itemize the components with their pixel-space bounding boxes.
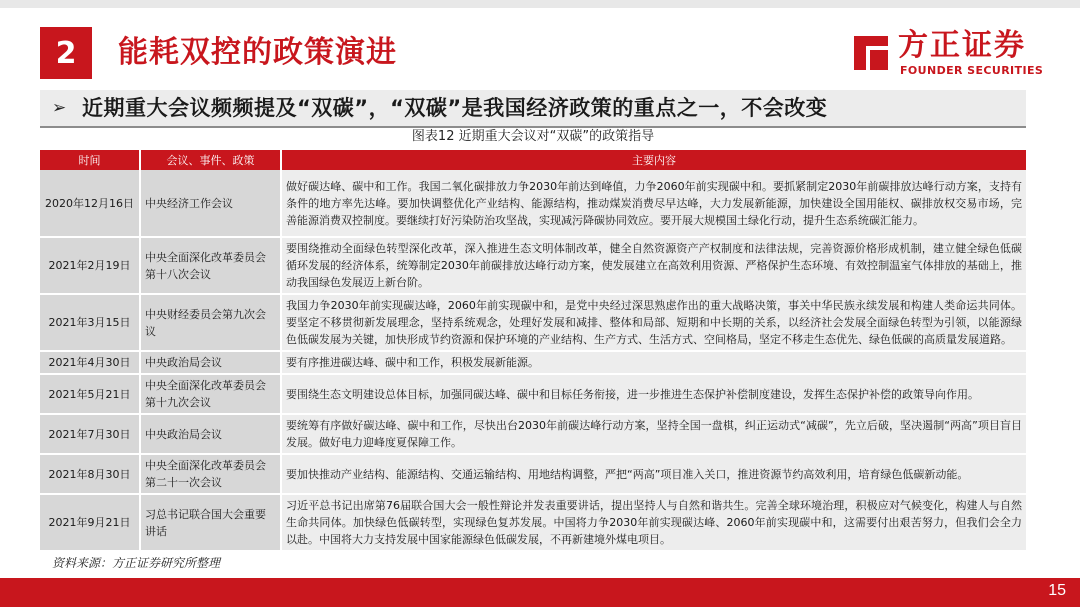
table-row bbox=[40, 237, 1026, 294]
row-meeting: 中央政治局会议 bbox=[140, 414, 281, 454]
table-row bbox=[40, 294, 1026, 351]
table-row bbox=[40, 454, 1026, 494]
row-meeting: 中央政治局会议 bbox=[140, 351, 281, 374]
row-content: 要围绕推动全面绿色转型深化改革，深入推进生态文明体制改革，健全自然资源资产产权制度和法律法规，完善资源价格形成机制，建立健全绿色低碳循环发展的经济体系，统筹制定2030年前碳排放达峰行动方案，使发展建立在高效利用资源、严格保护生态环境、有效控制温室气体排放的基础上，推动我国绿色发展迈上新台阶。 bbox=[281, 237, 1026, 294]
table-header-row bbox=[40, 150, 1026, 170]
row-content: 要统筹有序做好碳达峰、碳中和工作，尽快出台2030年前碳达峰行动方案，坚持全国一盘棋，纠正运动式“减碳”，先立后破，坚决遏制“两高”项目盲目发展。做好电力迎峰度夏保障工作。 bbox=[281, 414, 1026, 454]
row-content: 要加快推动产业结构、能源结构、交通运输结构、用地结构调整，严把“两高”项目准入关口，推进资源节约高效利用，培育绿色低碳新动能。 bbox=[281, 454, 1026, 494]
table-row bbox=[40, 351, 1026, 374]
header-meeting: 会议、事件、政策 bbox=[140, 150, 281, 170]
row-date: 2021年7月30日 bbox=[40, 414, 140, 454]
row-meeting: 中央全面深化改革委员会第十八次会议 bbox=[140, 237, 281, 294]
logo-text-cn: 方正证券 bbox=[898, 28, 1026, 63]
arrow-bullet-icon: ➢ bbox=[52, 98, 67, 118]
table-row bbox=[40, 170, 1026, 237]
source-note: 资料来源：方正证券研究所整理 bbox=[52, 556, 221, 570]
row-date: 2020年12月16日 bbox=[40, 170, 140, 237]
row-content: 要有序推进碳达峰、碳中和工作，积极发展新能源。 bbox=[281, 351, 1026, 374]
subtitle-text: 近期重大会议频频提及“双碳”，“双碳”是我国经济政策的重点之一，不会改变 bbox=[82, 96, 828, 120]
row-date: 2021年4月30日 bbox=[40, 351, 140, 374]
footer-bar bbox=[0, 578, 1080, 607]
page-number: 15 bbox=[1048, 582, 1066, 599]
section-number: 2 bbox=[55, 35, 77, 71]
page-title: 能耗双控的政策演进 bbox=[118, 35, 397, 70]
header-date: 时间 bbox=[40, 150, 140, 170]
subtitle-bar bbox=[40, 90, 1026, 128]
table-row bbox=[40, 414, 1026, 454]
row-date: 2021年5月21日 bbox=[40, 374, 140, 414]
row-meeting: 中央财经委员会第九次会议 bbox=[140, 294, 281, 351]
top-strip bbox=[0, 0, 1080, 8]
table-caption: 图表12 近期重大会议对“双碳”的政策指导 bbox=[411, 129, 655, 144]
row-content: 要围绕生态文明建设总体目标，加强同碳达峰、碳中和目标任务衔接，进一步推进生态保护补偿制度建设，发挥生态保护补偿的政策导向作用。 bbox=[281, 374, 1026, 414]
row-date: 2021年3月15日 bbox=[40, 294, 140, 351]
founder-logo-icon bbox=[850, 32, 892, 74]
section-number-badge bbox=[40, 27, 92, 79]
table-row bbox=[40, 494, 1026, 551]
row-content: 我国力争2030年前实现碳达峰，2060年前实现碳中和，是党中央经过深思熟虑作出的重大战略决策，事关中华民族永续发展和构建人类命运共同体。要坚定不移贯彻新发展理念，坚持系统观念，处理好发展和减排、整体和局部、短期和中长期的关系，以经济社会发展全面绿色转型为引领，以能源绿色低碳发展为关键，加快形成节约资源和保护环境的产业结构、生产方式、生活方式、空间格局，坚定不移走生态优先、绿色低碳的高质量发展道路。 bbox=[281, 294, 1026, 351]
row-date: 2021年8月30日 bbox=[40, 454, 140, 494]
row-meeting: 习总书记联合国大会重要讲话 bbox=[140, 494, 281, 551]
table-row bbox=[40, 374, 1026, 414]
row-content: 做好碳达峰、碳中和工作。我国二氧化碳排放力争2030年前达到峰值，力争2060年前实现碳中和。要抓紧制定2030年前碳排放达峰行动方案，支持有条件的地方率先达峰。要加快调整优化产业结构、能源结构，推动煤炭消费尽早达峰，大力发展新能源，加快建设全国用能权、碳排放权交易市场，完善能源消费双控制度。要继续打好污染防治攻坚战，实现减污降碳协同效应。要开展大规模国土绿化行动，提升生态系统碳汇能力。 bbox=[281, 170, 1026, 237]
logo-text-en: FOUNDER SECURITIES bbox=[900, 64, 1044, 77]
row-content: 习近平总书记出席第76届联合国大会一般性辩论并发表重要讲话，提出坚持人与自然和谐共生。完善全球环境治理，积极应对气候变化，构建人与自然生命共同体。加快绿色低碳转型，实现绿色复苏发展。中国将力争2030年前实现碳达峰、2060年前实现碳中和，这需要付出艰苦努力，但我们会全力以赴。中国将大力支持发展中国家能源绿色低碳发展，不再新建境外煤电项目。 bbox=[281, 494, 1026, 551]
row-date: 2021年2月19日 bbox=[40, 237, 140, 294]
row-date: 2021年9月21日 bbox=[40, 494, 140, 551]
row-meeting: 中央全面深化改革委员会第二十一次会议 bbox=[140, 454, 281, 494]
header-content: 主要内容 bbox=[281, 150, 1026, 170]
row-meeting: 中央全面深化改革委员会第十九次会议 bbox=[140, 374, 281, 414]
row-meeting: 中央经济工作会议 bbox=[140, 170, 281, 237]
policy-table bbox=[40, 150, 1026, 552]
